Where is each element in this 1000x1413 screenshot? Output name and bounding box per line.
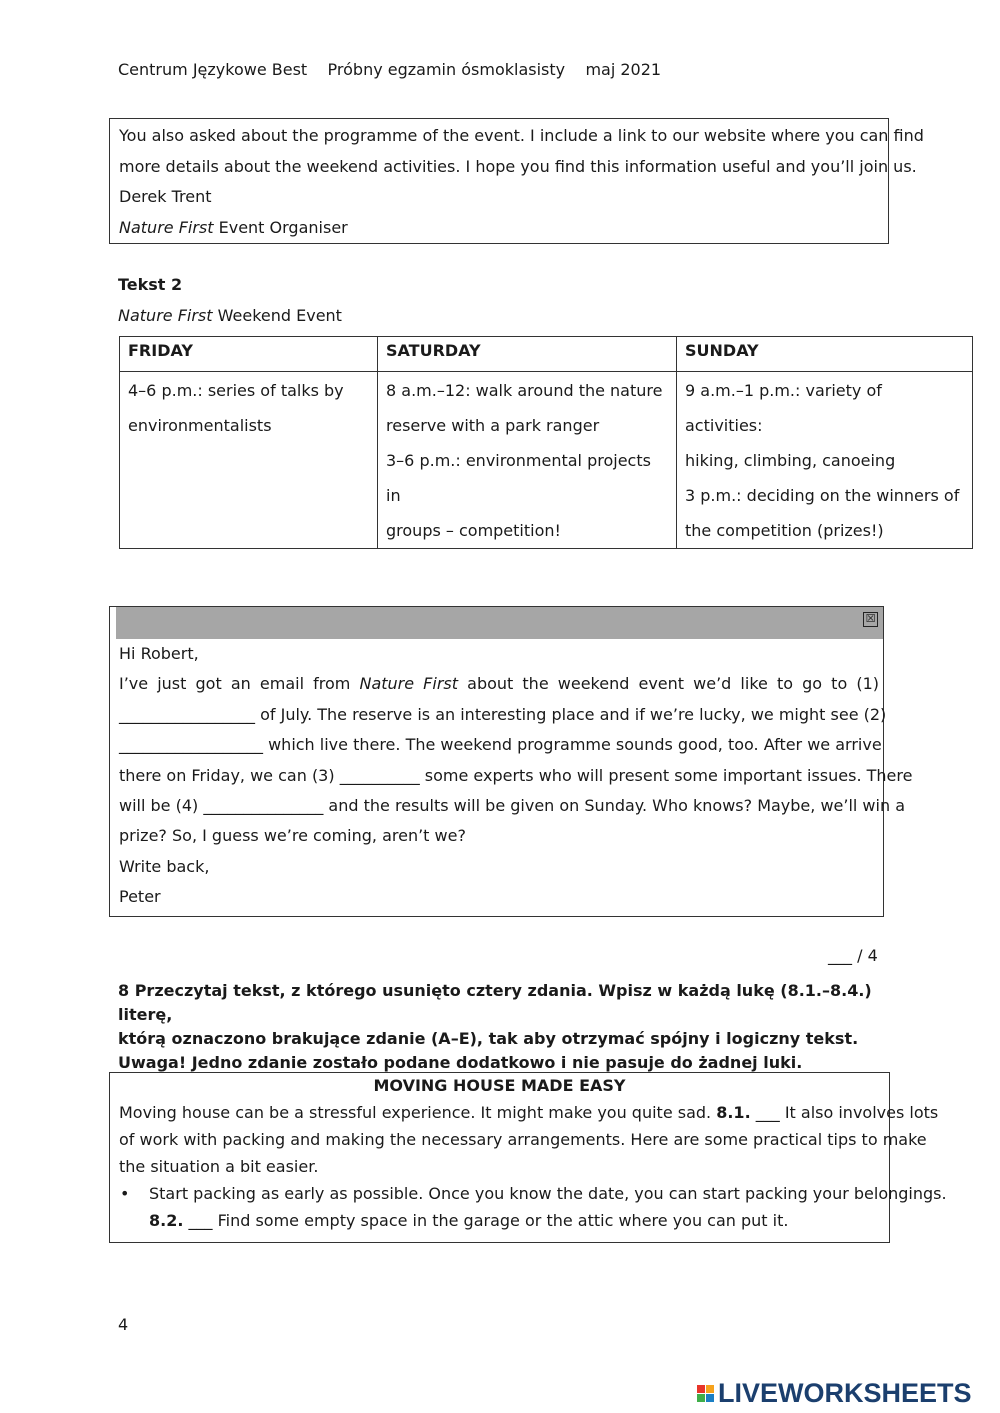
letter-role-rest: Event Organiser — [213, 217, 348, 237]
header-school: Centrum Językowe Best — [118, 60, 308, 79]
schedule-line: 3 p.m.: deciding on the winners of — [685, 486, 960, 505]
tekst2-subtitle — [118, 306, 342, 325]
bullet-icon: • — [120, 1184, 130, 1203]
header-date: maj 2021 — [585, 60, 662, 79]
letter-line: You also asked about the programme of the event. I include a link to our website where you can find — [119, 126, 924, 145]
schedule-header-friday: FRIDAY — [120, 337, 378, 372]
schedule-header-saturday: SATURDAY — [378, 337, 677, 372]
tekst2-subtitle-rest: Weekend Event — [212, 306, 342, 325]
tekst2-title: Tekst 2 — [118, 275, 183, 294]
letter-role-italic: Nature First — [119, 217, 214, 237]
schedule-line: 3–6 p.m.: environmental projects in — [386, 451, 651, 505]
gap-number: 8.1. — [716, 1103, 751, 1122]
email-italic: Nature First — [359, 674, 459, 694]
email-text: about the weekend event we’d like to go to (1) — [458, 674, 880, 694]
logo-square — [706, 1394, 714, 1402]
task8-line: 8 Przeczytaj tekst, z którego usunięto cztery zdania. Wpisz w każdą lukę (8.1.–8.4.) literę, — [118, 981, 872, 1024]
email-signature: Peter — [119, 887, 161, 907]
close-icon[interactable]: ☒ — [863, 612, 878, 627]
task8-line: Uwaga! Jedno zdanie zostało podane dodatkowo i nie pasuje do żadnej luki. — [118, 1053, 803, 1072]
logo-square — [697, 1385, 705, 1393]
logo-square — [697, 1394, 705, 1402]
logo-square — [706, 1385, 714, 1393]
moving-text: ___ It also involves lots — [750, 1103, 939, 1122]
header-exam: Próbny egzamin ósmoklasisty — [327, 60, 566, 79]
score-field: ___ / 4 — [828, 946, 878, 965]
page-number: 4 — [118, 1315, 129, 1334]
moving-house-title: MOVING HOUSE MADE EASY — [373, 1076, 626, 1095]
schedule-line: 8 a.m.–12: walk around the nature — [386, 381, 663, 400]
schedule-line: environmentalists — [128, 416, 272, 435]
schedule-line: groups – competition! — [386, 521, 561, 540]
moving-text: ___ Find some empty space in the garage or the attic where you can put it. — [183, 1211, 789, 1230]
schedule-table — [119, 336, 973, 549]
letter-role — [119, 213, 879, 244]
schedule-header-row — [120, 337, 973, 372]
page-header — [118, 60, 661, 79]
email-line: there on Friday, we can (3) __________ some experts who will present some important issues. There — [119, 765, 913, 785]
schedule-header-sunday: SUNDAY — [677, 337, 973, 372]
email-line: will be (4) _______________ and the results will be given on Sunday. Who knows? Maybe, we’ll win a — [119, 795, 905, 815]
email-title-bar — [116, 607, 883, 639]
schedule-sunday-cell — [677, 372, 973, 549]
moving-bullet-cont — [119, 1207, 880, 1234]
moving-text: Moving house can be a stressful experience. It might make you quite sad. — [119, 1103, 717, 1122]
schedule-saturday-cell — [378, 372, 677, 549]
moving-bullet-line — [119, 1180, 947, 1207]
schedule-line: 4–6 p.m.: series of talks by — [128, 381, 344, 400]
email-greeting: Hi Robert, — [119, 644, 199, 663]
schedule-body-row — [120, 372, 973, 549]
letter-signature: Derek Trent — [119, 187, 212, 206]
logo-text: LIVEWORKSHEETS — [718, 1377, 972, 1408]
schedule-line: reserve with a park ranger — [386, 416, 600, 435]
schedule-line: 9 a.m.–1 p.m.: variety of activities: — [685, 381, 882, 435]
email-window — [109, 606, 913, 917]
email-line — [119, 669, 879, 699]
letter-line: more details about the weekend activities. I hope you find this information useful and you’ll join us. — [119, 156, 917, 176]
schedule-line: the competition (prizes!) — [685, 521, 884, 540]
email-line: __________________ which live there. The weekend programme sounds good, too. After we arrive — [119, 735, 882, 755]
task8-line: którą oznaczono brakujące zdanie (A–E), tak aby otrzymać spójny i logiczny tekst. — [118, 1029, 859, 1048]
email-text: I’ve just got an email from — [119, 674, 360, 694]
moving-line: the situation a bit easier. — [119, 1157, 319, 1176]
email-body — [119, 639, 913, 913]
letter-end-box — [109, 118, 924, 244]
task8-instructions — [118, 979, 893, 1075]
moving-line: of work with packing and making the necessary arrangements. Here are some practical tips to make — [119, 1130, 927, 1149]
gap-number: 8.2. — [149, 1211, 184, 1230]
liveworksheets-logo — [697, 1378, 972, 1408]
tekst2-subtitle-italic: Nature First — [118, 306, 213, 325]
moving-bullet-text: Start packing as early as possible. Once you know the date, you can start packing your belongings. — [149, 1184, 947, 1203]
email-line: prize? So, I guess we’re coming, aren’t we? — [119, 826, 466, 846]
email-line: _________________ of July. The reserve is an interesting place and if we’re lucky, we might see (2) — [119, 704, 887, 724]
logo-icon — [697, 1385, 714, 1402]
moving-line — [119, 1099, 939, 1126]
email-line: Write back, — [119, 856, 210, 876]
moving-house-box — [109, 1072, 947, 1243]
schedule-friday-cell — [120, 372, 378, 549]
schedule-line: hiking, climbing, canoeing — [685, 451, 896, 470]
